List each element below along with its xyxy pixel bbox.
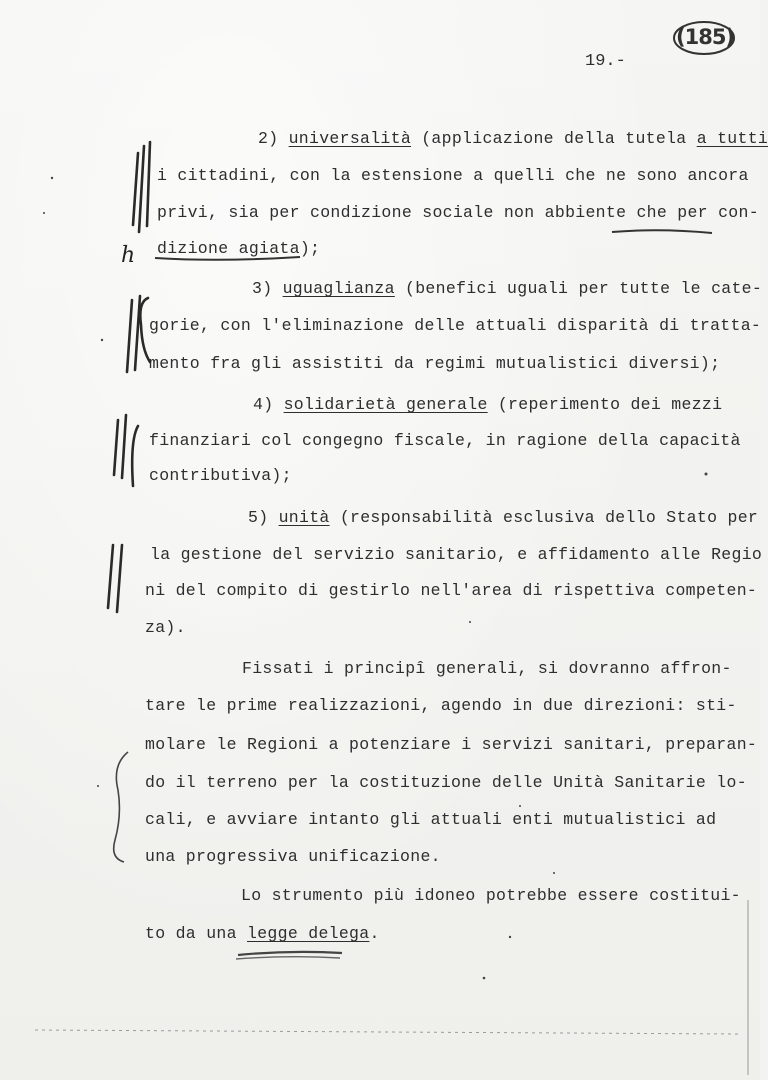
paragraph-1-line-6: una progressiva unificazione. bbox=[145, 847, 441, 866]
item-3-line-1 bbox=[252, 281, 762, 298]
paragraph-2-line-2-end: . bbox=[369, 924, 380, 943]
item-5-line-1-text: (responsabilità esclusiva dello Stato per bbox=[329, 508, 759, 527]
item-3-line-1-text: (benefici uguali per tutte le cate- bbox=[394, 279, 763, 298]
item-2-margin-bars bbox=[133, 142, 150, 232]
margin-letter-h: h bbox=[121, 243, 136, 268]
item-5-number: 5) bbox=[248, 508, 269, 527]
paragraph-2-line-2-start: to da una bbox=[145, 924, 248, 943]
item-2-number: 2) bbox=[258, 129, 279, 148]
paragraph-2-line-2 bbox=[145, 926, 380, 943]
item-5-line-1 bbox=[248, 510, 758, 527]
item-2-line-4-underlined: dizione agiata bbox=[157, 239, 300, 258]
underline-legge-delega bbox=[238, 952, 342, 955]
item-2-keyword: universalità bbox=[288, 129, 412, 148]
archive-number: (185) bbox=[676, 25, 735, 49]
underline-per-con bbox=[612, 230, 712, 233]
item-5-margin-bars bbox=[108, 545, 122, 612]
item-4-line-2: finanziari col congegno fiscale, in ragione della capacità bbox=[149, 431, 741, 450]
legge-delega-underlined: legge delega bbox=[247, 924, 370, 943]
item-3-number: 3) bbox=[252, 279, 273, 298]
item-2-line-4-rest: ); bbox=[299, 239, 321, 258]
paragraph-1-line-4: do il terreno per la costituzione delle Unità Sanitarie lo- bbox=[145, 773, 747, 792]
item-5-line-4: za). bbox=[145, 618, 186, 637]
item-4-keyword: solidarietà generale bbox=[283, 395, 488, 414]
paragraph-1-line-5: cali, e avviare intanto gli attuali enti mutualistici ad bbox=[145, 810, 717, 829]
page-number: 19.- bbox=[585, 52, 626, 71]
item-3-keyword: uguaglianza bbox=[282, 279, 395, 298]
item-3-margin-bars bbox=[127, 296, 150, 372]
paragraph-1-line-3: molare le Regioni a potenziare i servizi sanitari, preparan- bbox=[145, 735, 758, 754]
underline-legge-delega-2 bbox=[236, 957, 340, 959]
item-2-line-4 bbox=[157, 241, 320, 258]
item-5-line-2: la gestione del servizio sanitario, e affidamento alle Regio bbox=[150, 545, 763, 564]
item-2-line-1-text: (applicazione della tutela bbox=[411, 129, 697, 148]
paragraph-2-line-1: Lo strumento più idoneo potrebbe essere costitui- bbox=[241, 886, 741, 905]
item-5-line-3: ni del compito di gestirlo nell'area di rispettiva competen- bbox=[145, 581, 758, 600]
item-4-line-1-text: (reperimento dei mezzi bbox=[487, 395, 723, 414]
paragraph-1-line-1: Fissati i principî generali, si dovranno affron- bbox=[242, 659, 732, 678]
item-2-line-3: privi, sia per condizione sociale non abbiente che per con- bbox=[157, 203, 759, 222]
item-2-underlined-tail: a tutti bbox=[696, 129, 768, 148]
paragraph-1-line-2: tare le prime realizzazioni, agendo in due direzioni: sti- bbox=[145, 696, 737, 715]
item-3-line-2: gorie, con l'eliminazione delle attuali disparità di tratta- bbox=[149, 316, 762, 335]
item-4-line-1 bbox=[253, 397, 722, 414]
item-2-line-2: i cittadini, con la estensione a quelli che ne sono ancora bbox=[157, 166, 749, 185]
item-4-number: 4) bbox=[253, 395, 274, 414]
bottom-dashed-rule bbox=[35, 1030, 740, 1034]
item-3-line-3: mento fra gli assistiti da regimi mutualistici diversi); bbox=[149, 354, 721, 373]
item-5-keyword: unità bbox=[278, 508, 330, 527]
paragraph-1-bracket bbox=[114, 752, 128, 862]
item-4-margin-bars bbox=[114, 415, 138, 486]
item-4-line-3: contributiva); bbox=[149, 466, 292, 485]
item-2-line-1 bbox=[258, 131, 768, 148]
